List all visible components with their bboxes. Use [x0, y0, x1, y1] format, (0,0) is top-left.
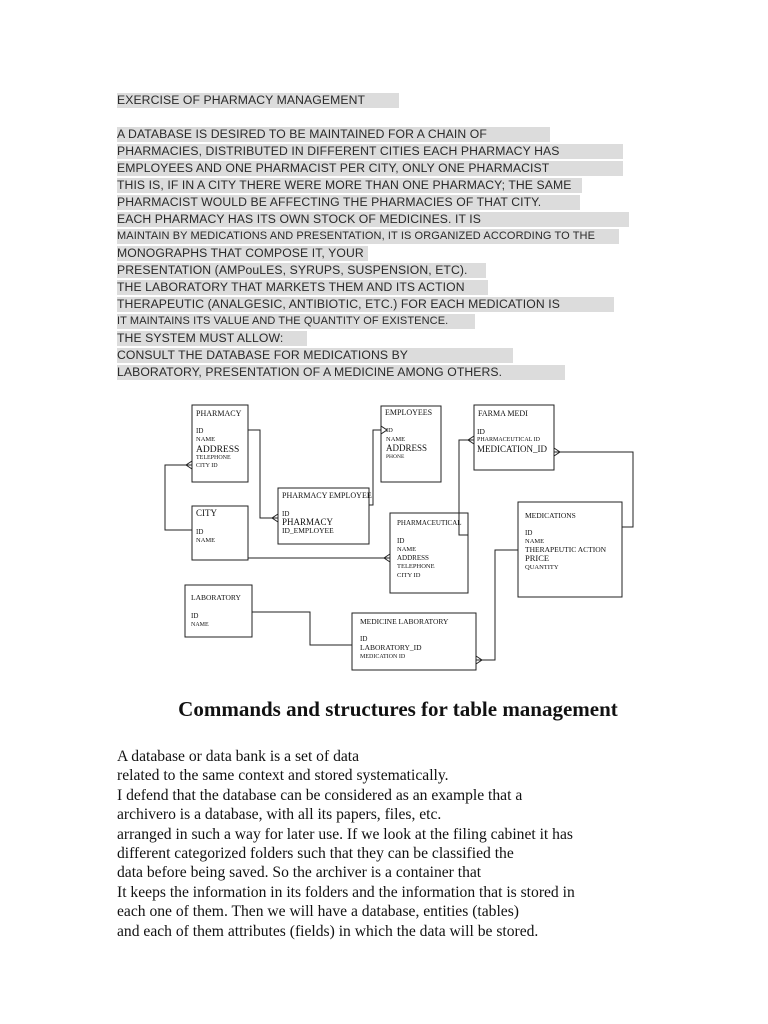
exercise-line: A DATABASE IS DESIRED TO BE MAINTAINED FOR A CHAIN OF	[117, 127, 550, 142]
entity-field: MEDICATION_ID	[477, 444, 547, 454]
exercise-line: MONOGRAPHS THAT COMPOSE IT, YOUR	[117, 246, 368, 261]
exercise-line: THIS IS, IF IN A CITY THERE WERE MORE THAN ONE PHARMACY; THE SAME	[117, 178, 582, 193]
exercise-line: EMPLOYEES AND ONE PHARMACIST PER CITY, ONLY ONE PHARMACIST	[117, 161, 623, 176]
entity-field: ID	[477, 427, 485, 436]
entity-title: CITY	[196, 508, 217, 518]
exercise-line: EACH PHARMACY HAS ITS OWN STOCK OF MEDICINES. IT IS	[117, 212, 629, 227]
entity-title: PHARMACEUTICAL	[397, 519, 462, 527]
entity-field: ID	[191, 612, 199, 620]
entity-field: CITY ID	[397, 572, 421, 579]
entity-field: PHARMACEUTICAL ID	[477, 437, 540, 443]
entity-field: NAME	[525, 538, 545, 545]
entity-title: FARMA MEDI	[478, 409, 528, 418]
entity-title: EMPLOYEES	[385, 408, 433, 417]
paragraph-line: A database or data bank is a set of data	[117, 748, 360, 765]
entity-field: PHARMACY	[282, 517, 334, 527]
exercise-line: IT MAINTAINS ITS VALUE AND THE QUANTITY OF EXISTENCE.	[117, 314, 475, 329]
paragraph-line: different categorized folders such that they can be classified the	[117, 845, 514, 863]
connector-pharmacy-city	[165, 465, 192, 530]
exercise-line: THERAPEUTIC (ANALGESIC, ANTIBIOTIC, ETC.) FOR EACH MEDICATION IS	[117, 297, 614, 312]
exercise-title: EXERCISE OF PHARMACY MANAGEMENT	[117, 93, 399, 108]
entity-field: ID	[386, 427, 393, 434]
entity-field: ADDRESS	[196, 445, 240, 455]
entity-title: PHARMACY EMPLOYEE	[282, 491, 372, 500]
connector-pharmacy-employee	[248, 430, 278, 518]
paragraph-line: arranged in such a way for later use. If we look at the filing cabinet it has	[117, 825, 573, 843]
entity-field: ID	[525, 529, 533, 537]
entity-title: LABORATORY	[191, 593, 241, 602]
exercise-line: PHARMACIES, DISTRIBUTED IN DIFFERENT CITIES EACH PHARMACY HAS	[117, 144, 623, 159]
entity-field: NAME	[196, 537, 216, 544]
entity-field: ADDRESS	[397, 554, 429, 562]
entity-field: ID	[196, 427, 204, 435]
entity-title: MEDICINE LABORATORY	[360, 617, 449, 626]
paragraph-line: I defend that the database can be considered as an example that a	[117, 786, 523, 804]
entity-field: NAME	[386, 436, 406, 443]
entity-title: MEDICATIONS	[525, 511, 576, 520]
entity-field: ID	[282, 510, 290, 518]
connector-laboratory-medlab	[252, 612, 352, 645]
paragraph-line: data before being saved. So the archiver is a container that	[117, 864, 482, 882]
section-heading: Commands and structures for table management	[178, 697, 618, 721]
entity-field: QUANTITY	[525, 564, 559, 571]
entity-field: ID	[397, 537, 405, 545]
exercise-line: THE LABORATORY THAT MARKETS THEM AND ITS ACTION	[117, 280, 488, 295]
section-paragraph	[117, 747, 575, 941]
exercise-line: CONSULT THE DATABASE FOR MEDICATIONS BY	[117, 348, 513, 363]
entity-field: NAME	[191, 622, 209, 628]
exercise-line: THE SYSTEM MUST ALLOW:	[117, 331, 307, 346]
entity-field: NAME	[196, 436, 216, 443]
entity-field: MEDICATION ID	[360, 654, 406, 660]
entity-field: TELEPHONE	[196, 455, 231, 461]
entity-field: CITY ID	[196, 463, 218, 469]
exercise-line: PHARMACIST WOULD BE AFFECTING THE PHARMACIES OF THAT CITY.	[117, 195, 580, 210]
entity-field: PHONE	[386, 454, 405, 460]
entity-field: ID_EMPLOYEE	[282, 526, 334, 535]
exercise-line: LABORATORY, PRESENTATION OF A MEDICINE AMONG OTHERS.	[117, 365, 565, 380]
entity-field: TELEPHONE	[397, 563, 435, 570]
connector-medlab-medications	[476, 550, 518, 660]
entity-field: ADDRESS	[386, 443, 428, 453]
entity-field: THERAPEUTIC ACTION	[525, 545, 607, 554]
exercise-line: PRESENTATION (AMPouLES, SYRUPS, SUSPENSION, ETC).	[117, 263, 486, 278]
entity-field: NAME	[397, 546, 417, 553]
entity-title: PHARMACY	[196, 409, 242, 418]
paragraph-line: each one of them. Then we will have a database, entities (tables)	[117, 903, 519, 921]
paragraph-line: related to the same context and stored systematically.	[117, 767, 449, 785]
exercise-line: MAINTAIN BY MEDICATIONS AND PRESENTATION, IT IS ORGANIZED ACCORDING TO THE	[117, 229, 619, 244]
paragraph-line: It keeps the information in its folders and the information that is stored in	[117, 883, 575, 901]
entity-field: PRICE	[525, 553, 550, 563]
entity-field: LABORATORY_ID	[360, 643, 422, 652]
entity-field: ID	[360, 635, 368, 643]
paragraph-line: and each of them attributes (fields) in which the data will be stored.	[117, 922, 539, 940]
paragraph-line: archivero is a database, with all its papers, files, etc.	[117, 806, 442, 824]
entity-field: ID	[196, 528, 204, 536]
